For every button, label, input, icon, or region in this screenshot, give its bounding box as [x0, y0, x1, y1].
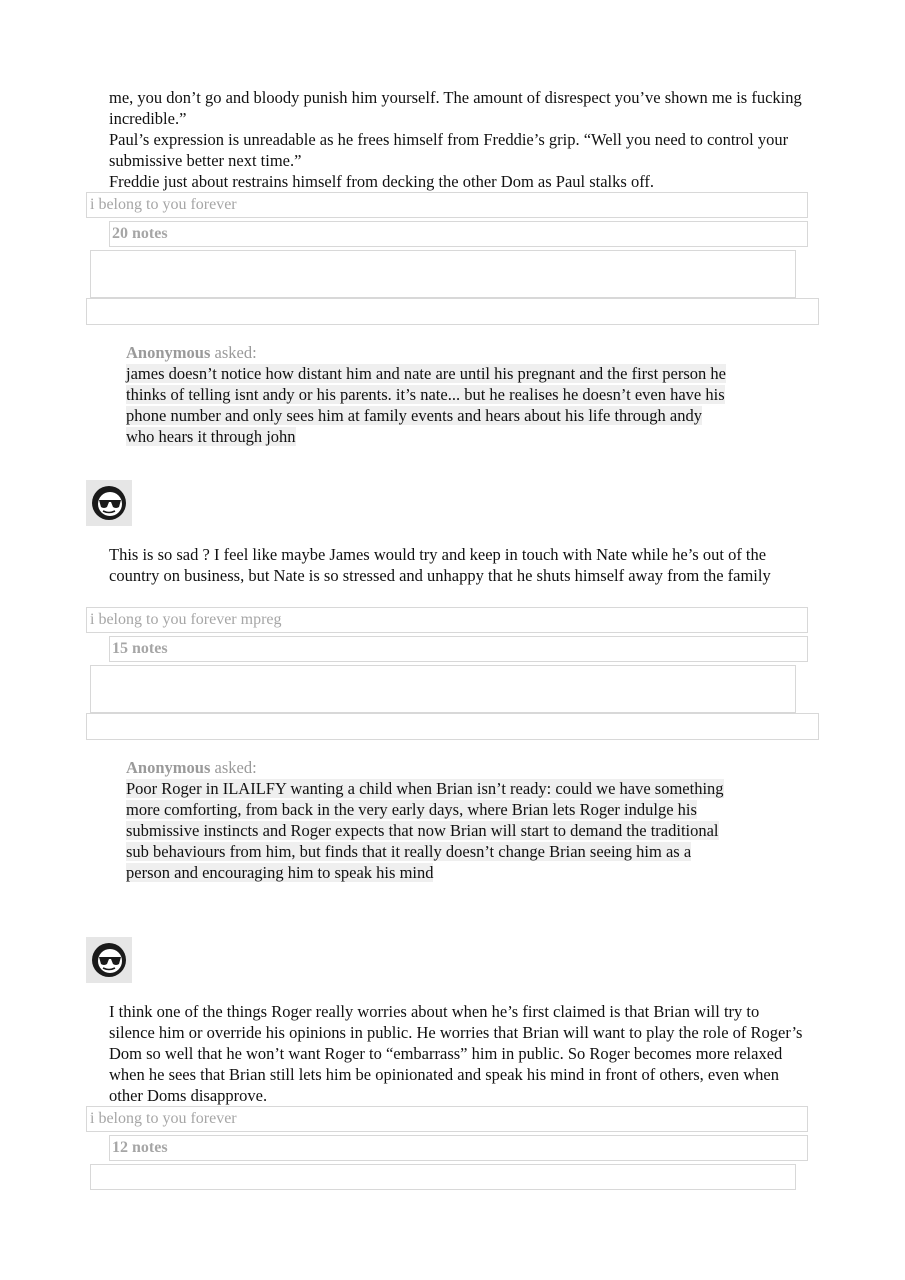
post-divider: [86, 713, 819, 740]
post-answer: This is so sad ? I feel like maybe James would try and keep in touch with Nate while he’s out of the country on business, but Nate is so stressed and unhappy that he shuts himself away from the family: [109, 545, 771, 585]
ask-question-text: Poor Roger in ILAILFY wanting a child when Brian isn’t ready: could we have something more comforting, from back in the very early days, where Brian lets Roger indulge his submissive instincts and Roger expects that now Brian will start to demand the traditional sub behaviours from him, but finds that it really doesn’t change Brian seeing him as a person and encouraging him to speak his mind: [126, 779, 724, 882]
asked-label: asked:: [214, 343, 257, 362]
avatar[interactable]: [86, 937, 132, 983]
notes-panel: [90, 250, 796, 298]
post-tags[interactable]: i belong to you forever: [86, 1106, 808, 1132]
paragraph: Freddie just about restrains himself from decking the other Dom as Paul stalks off.: [109, 172, 655, 191]
avatar[interactable]: [86, 480, 132, 526]
post-divider: [86, 298, 819, 325]
notes-count[interactable]: 15 notes: [109, 636, 808, 662]
paragraph: Paul’s expression is unreadable as he frees himself from Freddie’s grip. “Well you need to control your submissive better next time.”: [109, 130, 789, 170]
notes-panel: [90, 1164, 796, 1190]
ask-block: [126, 342, 726, 447]
asker-name[interactable]: Anonymous: [126, 343, 211, 362]
post-body: [109, 87, 809, 192]
post-tags[interactable]: i belong to you forever: [86, 192, 808, 218]
ask-block: [126, 757, 726, 883]
sunglasses-face-icon: [86, 937, 132, 983]
post-tags[interactable]: i belong to you forever mpreg: [86, 607, 808, 633]
notes-panel: [90, 665, 796, 713]
asker-line: [126, 342, 726, 363]
ask-question: [126, 778, 726, 883]
notes-count[interactable]: 12 notes: [109, 1135, 808, 1161]
asker-name[interactable]: Anonymous: [126, 758, 211, 777]
notes-count[interactable]: 20 notes: [109, 221, 808, 247]
sunglasses-face-icon: [86, 480, 132, 526]
asker-line: [126, 757, 726, 778]
post-answer: I think one of the things Roger really worries about when he’s first claimed is that Brian will try to silence him or override his opinions in public. He worries that Brian will want to play the role of Roger’s Dom so well that he won’t want Roger to “embarrass” him in public. So Roger becomes more relaxed when he sees that Brian still lets him be opinionated and speak his mind in front of others, even when other Doms disapprove.: [109, 1002, 803, 1105]
ask-question-text: james doesn’t notice how distant him and nate are until his pregnant and the first person he thinks of telling isnt andy or his parents. it’s nate... but he realises he doesn’t even have his phone number and only sees him at family events and hears about his life through andy who hears it through john: [126, 364, 726, 446]
ask-question: [126, 363, 726, 447]
asked-label: asked:: [214, 758, 257, 777]
paragraph: me, you don’t go and bloody punish him yourself. The amount of disrespect you’ve shown me is fucking incredible.”: [109, 88, 802, 128]
